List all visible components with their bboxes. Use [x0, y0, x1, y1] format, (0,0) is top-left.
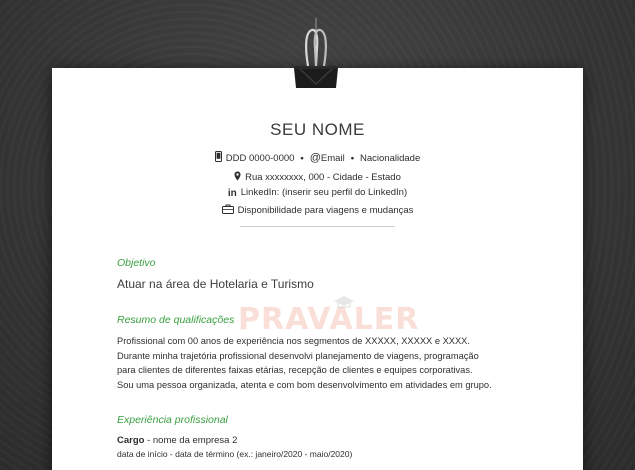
resume-name: SEU NOME: [270, 120, 365, 139]
section-title-experience: Experiência profissional: [117, 414, 228, 426]
nationality-text: Nacionalidade: [360, 153, 421, 164]
header-divider: [240, 226, 395, 227]
job-company: - nome da empresa 2: [144, 435, 238, 446]
at-icon: @: [309, 152, 321, 164]
contact-line-3: [0, 187, 635, 199]
graduation-cap-icon: [333, 295, 355, 309]
binder-clip-icon: [291, 18, 341, 90]
phone-text: DDD 0000-0000: [225, 153, 295, 164]
job-title: [117, 435, 237, 446]
job-dates: data de início - data de término (ex.: janeiro/2020 - maio/2020): [117, 449, 353, 459]
availability-text: Disponibilidade para viagens e mudanças: [237, 205, 414, 216]
contact-line-1: [0, 151, 635, 164]
briefcase-icon: [222, 204, 234, 214]
objective-text: Atuar na área de Hotelaria e Turismo: [117, 277, 314, 291]
email-text: Email: [320, 153, 345, 164]
job-role: Cargo: [117, 435, 145, 446]
linkedin-icon: in: [227, 188, 237, 199]
linkedin-text: LinkedIn: (inserir seu perfil do LinkedIn): [240, 187, 408, 198]
contact-line-4: [0, 204, 635, 216]
address-text: Rua xxxxxxxx, 000 - Cidade - Estado: [245, 172, 401, 183]
phone-icon: [215, 151, 222, 162]
separator: •: [300, 153, 304, 164]
contact-line-2: [0, 171, 635, 183]
qualification-line: Durante minha trajetória profissional desenvolvi planejamento de viagens, programação: [117, 350, 479, 361]
section-title-objective: Objetivo: [117, 257, 156, 269]
watermark-text: PRAVALER: [238, 302, 420, 337]
location-pin-icon: [234, 171, 241, 181]
separator: •: [350, 153, 355, 164]
qualification-line: Sou uma pessoa organizada, atenta e com bom desenvolvimento em atividades em grupo.: [117, 379, 492, 390]
section-title-qualifications: Resumo de qualificações: [117, 314, 235, 326]
qualification-line: para clientes de diferentes faixas etárias, recepção de clientes e equipes corporativas.: [117, 365, 473, 375]
qualification-line: Profissional com 00 anos de experiência nos segmentos de XXXXX, XXXXX e XXXX.: [117, 336, 470, 346]
